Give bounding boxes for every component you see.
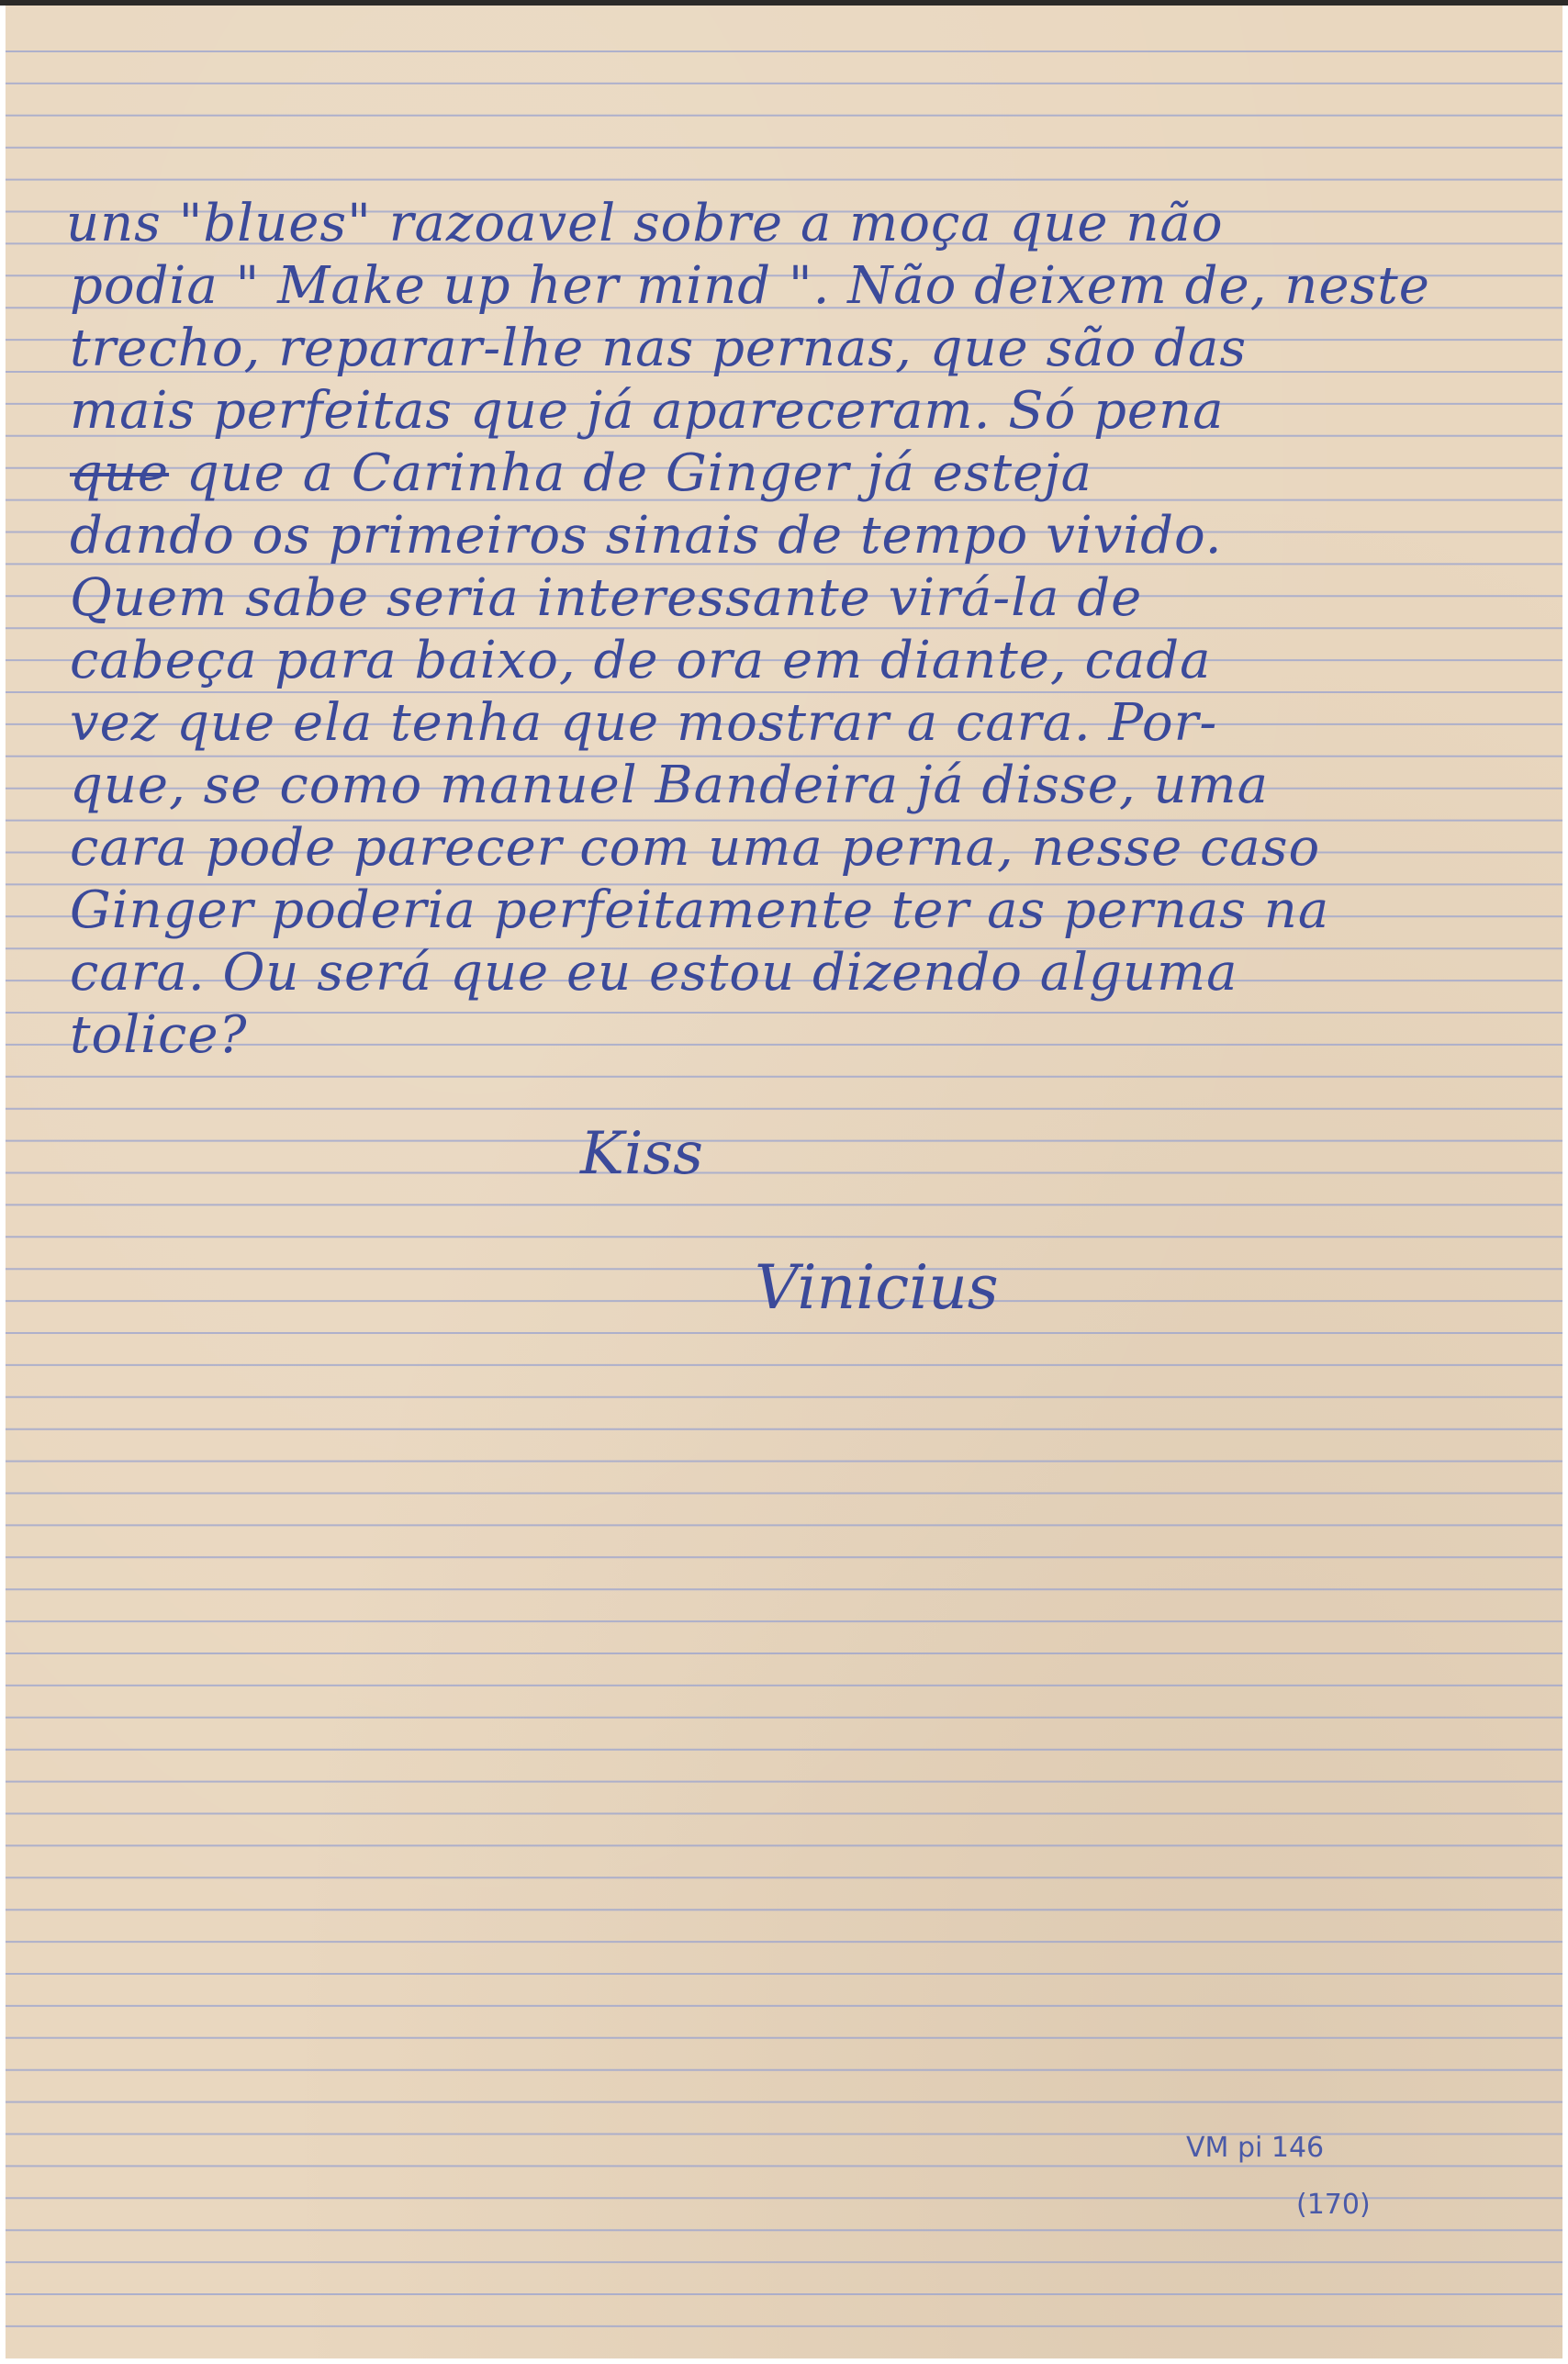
letter-line: mais perfeitas que já apareceram. Só pena [70, 381, 1225, 441]
signature: Vinicius [755, 1252, 999, 1323]
letter-line: podia " Make up her mind ". Não deixem de, neste [70, 256, 1430, 316]
letter-line: dando os primeiros sinais de tempo vivido. [70, 506, 1223, 566]
struck-word: que [70, 443, 170, 503]
letter-body [6, 6, 1562, 2358]
closing-kiss: Kiss [580, 1120, 703, 1188]
letter-line: cabeça para baixo, de ora em diante, cada [70, 631, 1212, 690]
archive-page-number: (170) [1296, 2189, 1371, 2221]
archive-reference: VM pi 146 [1186, 2132, 1325, 2164]
letter-line: cara pode parecer com uma perna, nesse caso [70, 818, 1321, 878]
letter-page [6, 6, 1562, 2358]
letter-line: Ginger poderia perfeitamente ter as pernas na [70, 880, 1330, 940]
letter-line: Quem sabe seria interessante virá-la de [70, 568, 1143, 628]
letter-line-text: que a Carinha de Ginger já esteja [185, 443, 1093, 503]
letter-line: cara. Ou será que eu estou dizendo alguma [70, 943, 1238, 1003]
letter-line: trecho, reparar-lhe nas pernas, que são das [70, 319, 1248, 378]
letter-line: que, se como manuel Bandeira já disse, uma [70, 756, 1270, 815]
letter-line: vez que ela tenha que mostrar a cara. Por- [70, 693, 1218, 753]
letter-line: tolice? [70, 1005, 248, 1065]
letter-line-with-strikeout [70, 444, 1539, 503]
letter-line: uns "blues" razoavel sobre a moça que não [66, 194, 1224, 253]
